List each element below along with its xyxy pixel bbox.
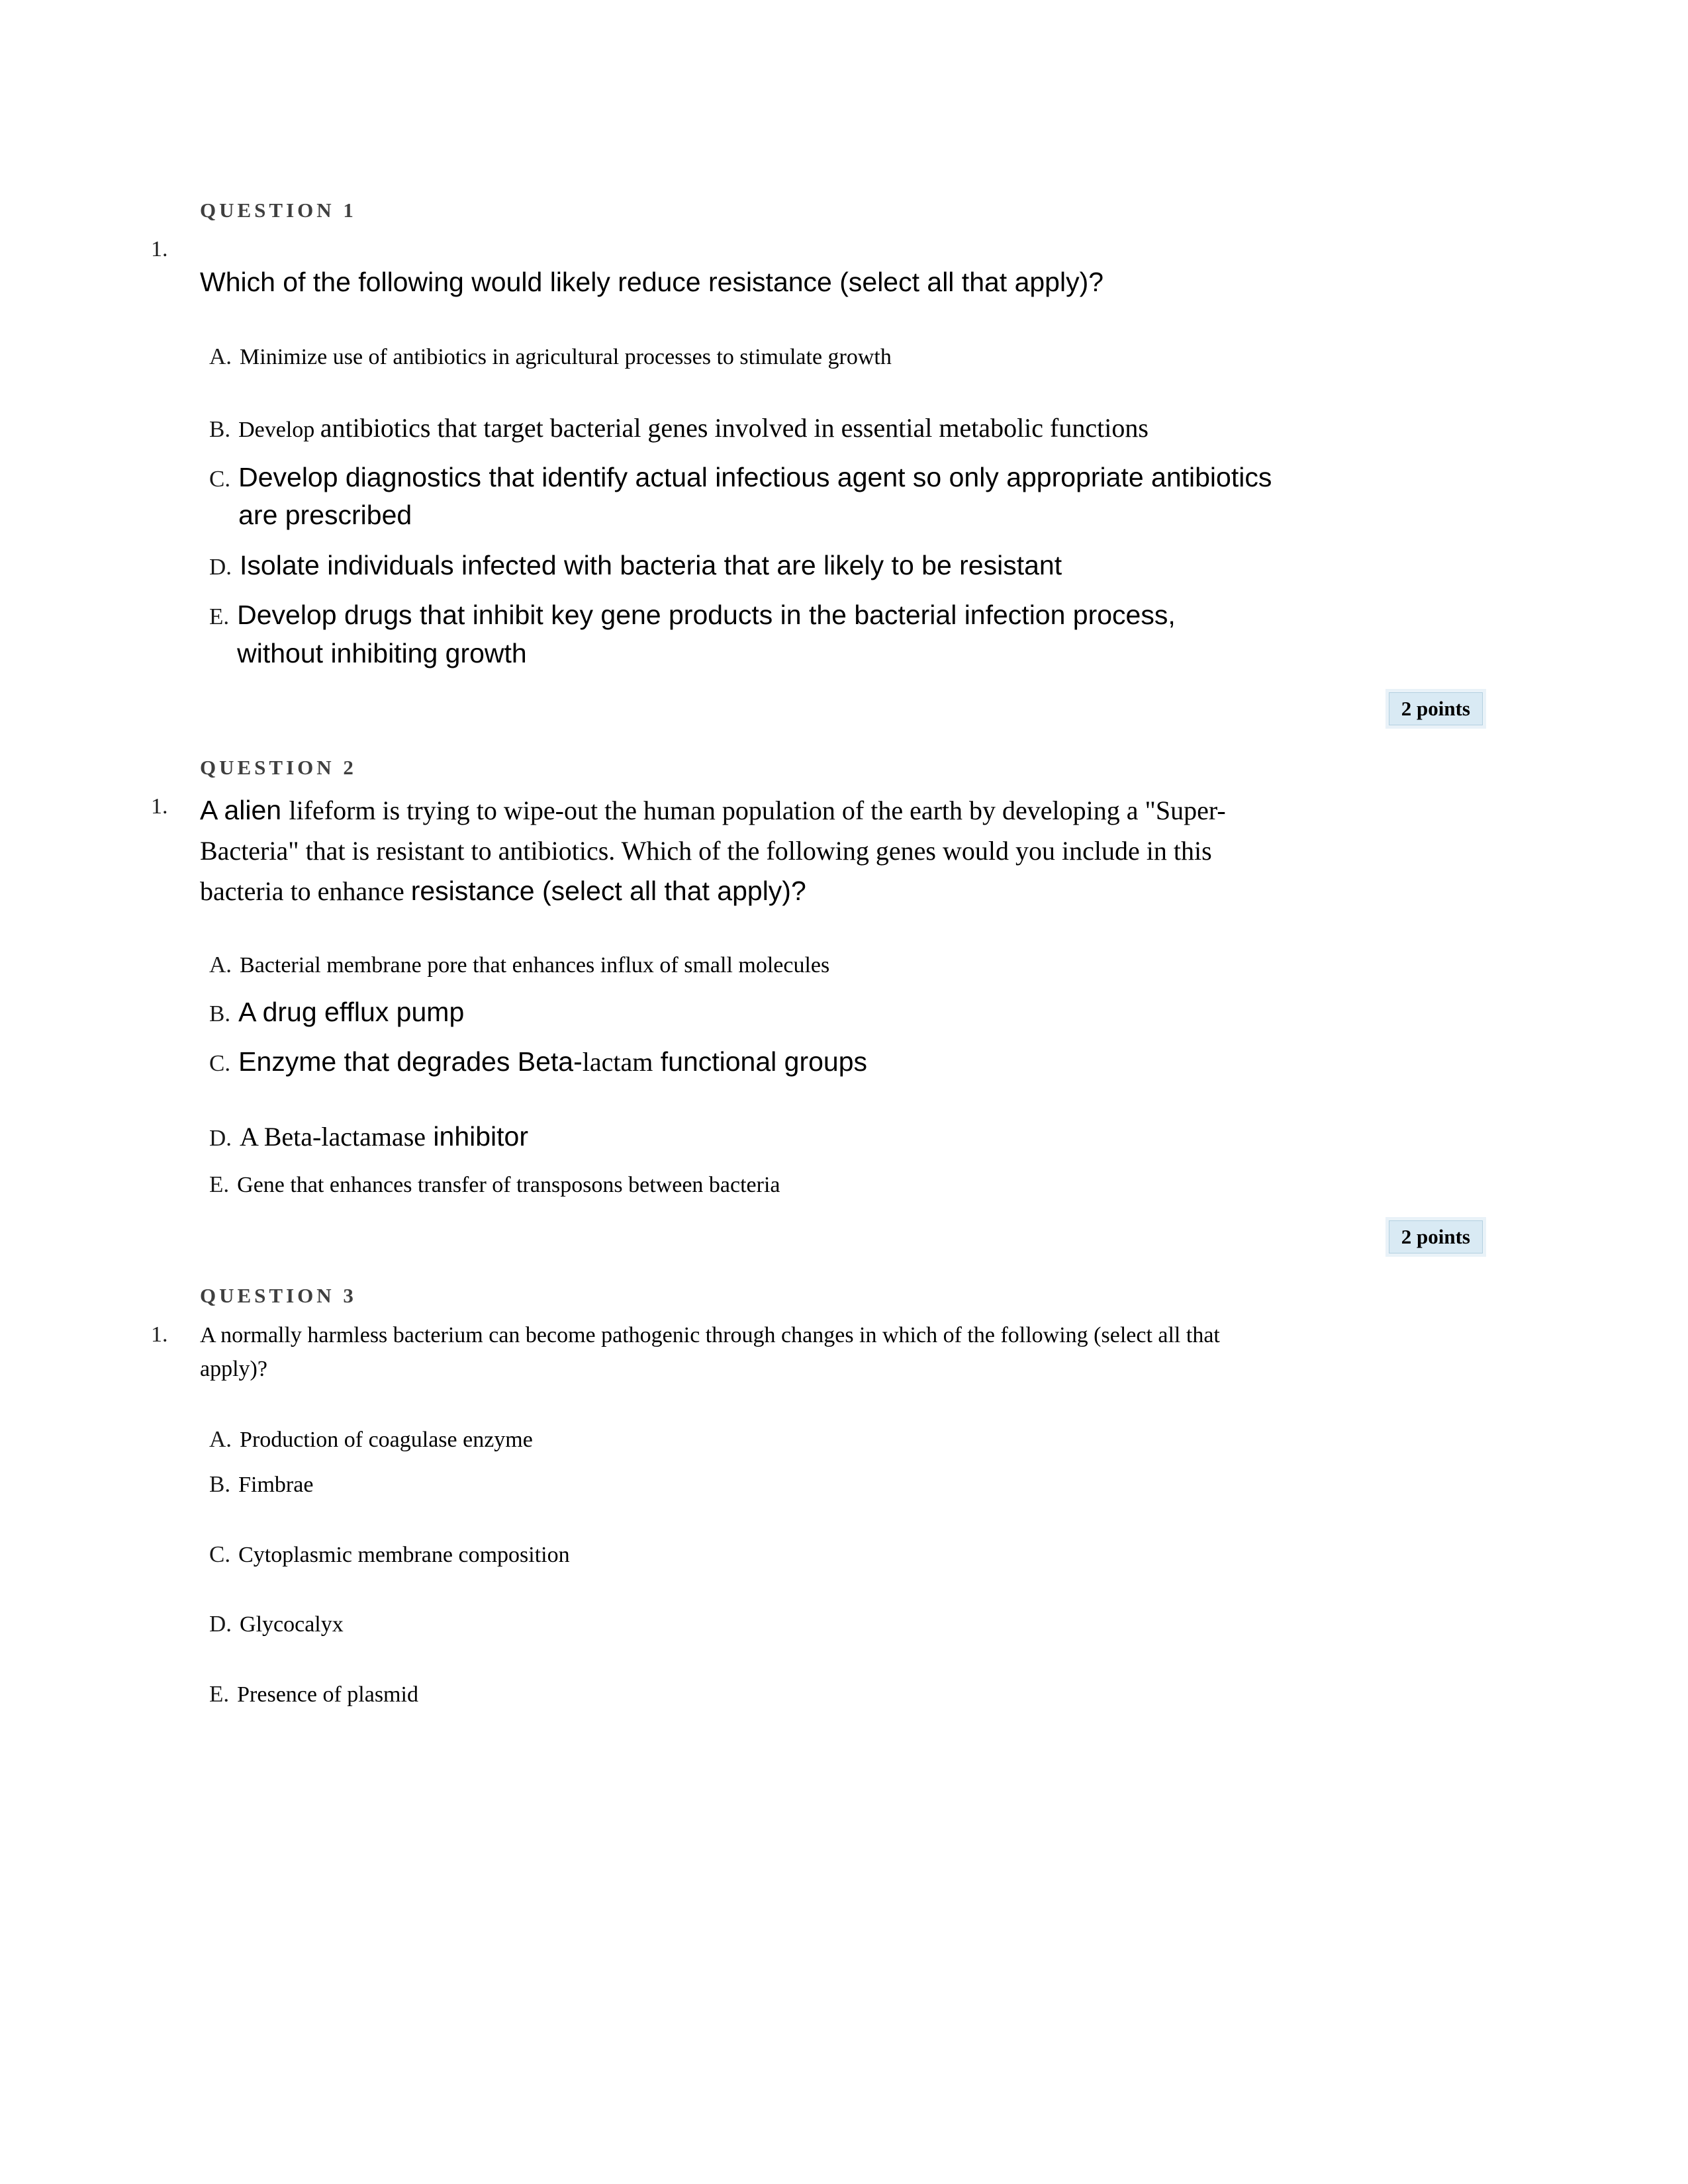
option-row	[209, 547, 1483, 584]
text-segment: Presence of plasmid	[237, 1682, 418, 1707]
text-segment: A Beta-lactamase	[240, 1122, 426, 1152]
option-label: C.	[209, 466, 231, 492]
text-segment: resistance (select all that apply)?	[410, 875, 806, 906]
option-row	[209, 410, 1483, 447]
option-label: A.	[209, 1426, 232, 1453]
option-text	[237, 1169, 1483, 1201]
option-row	[209, 459, 1483, 535]
text-segment: A alien	[200, 795, 289, 826]
option-text	[238, 410, 1483, 447]
question-3	[151, 1284, 1688, 1710]
text-segment: Bacteria" that is resistant to antibiotics. Which of the following genes would you include in this	[200, 835, 1212, 866]
option-row	[209, 1168, 1483, 1201]
text-segment: Glycocalyx	[240, 1612, 344, 1637]
question-header: QUESTION 1	[200, 199, 357, 222]
options-list	[209, 340, 1483, 673]
question-prompt	[200, 1318, 1483, 1386]
text-segment: A drug efflux pump	[238, 996, 465, 1027]
option-label: D.	[209, 553, 232, 580]
text-segment: Enzyme that degrades Beta-	[238, 1046, 583, 1077]
option-text	[238, 993, 1483, 1031]
option-row	[209, 1468, 1483, 1501]
option-label: B.	[209, 416, 231, 443]
option-label: A.	[209, 343, 232, 369]
question-1	[151, 199, 1688, 725]
option-text	[240, 341, 1483, 373]
question-header: QUESTION 3	[200, 1284, 357, 1308]
option-row	[209, 340, 1483, 373]
option-label: B.	[209, 1471, 231, 1497]
option-label: E.	[209, 1171, 230, 1197]
text-segment: Fimbrae	[238, 1473, 314, 1497]
text-segment: inhibitor	[426, 1121, 528, 1152]
option-row	[209, 948, 1483, 981]
option-row	[209, 1678, 1483, 1711]
text-segment: Develop diagnostics that identify actual infectious agent so only appropriate antibiotics	[238, 462, 1272, 493]
option-row	[209, 1608, 1483, 1641]
option-text	[238, 1469, 1483, 1501]
question-prompt	[200, 233, 1483, 303]
option-text	[240, 547, 1483, 584]
option-label: B.	[209, 1000, 231, 1026]
option-row	[209, 596, 1483, 672]
option-text	[240, 950, 1483, 981]
option-label: E.	[209, 1680, 230, 1707]
option-text	[237, 1679, 1483, 1711]
option-label: C.	[209, 1050, 231, 1077]
option-row	[209, 1423, 1483, 1456]
options-list	[209, 948, 1483, 1201]
text-segment: bacteria to enhance	[200, 876, 411, 906]
option-text	[240, 1424, 1483, 1456]
question-header: QUESTION 2	[200, 756, 357, 780]
text-segment: Isolate individuals infected with bacteria that are likely to be resistant	[240, 549, 1062, 580]
text-segment: Develop drugs that inhibit key gene products in the bacterial infection process,	[237, 600, 1176, 631]
text-segment: lactam	[582, 1047, 653, 1077]
option-label: C.	[209, 1541, 231, 1567]
option-text	[240, 1609, 1483, 1641]
option-text	[240, 1118, 1483, 1156]
text-segment: Develop	[238, 418, 320, 443]
option-row	[209, 1043, 1483, 1081]
question-number: 1.	[151, 237, 168, 261]
text-segment: Gene that enhances transfer of transposons between bacteria	[237, 1172, 780, 1197]
points-row	[200, 692, 1483, 725]
text-segment: apply)?	[200, 1357, 267, 1382]
option-text	[238, 1539, 1483, 1571]
text-segment: without inhibiting growth	[237, 637, 527, 668]
option-row	[209, 1118, 1483, 1156]
options-list	[209, 1423, 1483, 1710]
question-number: 1.	[151, 794, 168, 819]
question-prompt	[200, 790, 1483, 911]
text-segment: are prescribed	[238, 500, 412, 531]
text-segment: A normally harmless bacterium can become pathogenic through changes in which of the following (select all that	[200, 1323, 1220, 1348]
option-text	[237, 596, 1483, 672]
text-segment: functional groups	[653, 1046, 868, 1077]
question-2	[151, 756, 1688, 1253]
text-segment: antibiotics that target bacterial genes involved in essential metabolic functions	[320, 413, 1149, 443]
option-label: A.	[209, 952, 232, 978]
points-badge: 2 points	[1389, 692, 1483, 725]
option-text	[238, 459, 1483, 535]
option-label: E.	[209, 604, 230, 630]
option-label: D.	[209, 1125, 232, 1152]
text-segment: Minimize use of antibiotics in agricultural processes to stimulate growth	[240, 344, 892, 369]
option-label: D.	[209, 1611, 232, 1637]
text-segment: Cytoplasmic membrane composition	[238, 1542, 570, 1567]
text-segment: Bacterial membrane pore that enhances influx of small molecules	[240, 953, 830, 978]
points-badge: 2 points	[1389, 1220, 1483, 1253]
points-row	[200, 1220, 1483, 1253]
question-number: 1.	[151, 1322, 168, 1347]
text-segment: lifeform is trying to wipe-out the human population of the earth by developing a "Super-	[289, 796, 1226, 826]
option-text	[238, 1043, 1483, 1081]
text-segment: Which of the following would likely reduce resistance (select all that apply)?	[200, 267, 1104, 297]
text-segment: Production of coagulase enzyme	[240, 1428, 533, 1453]
option-row	[209, 1538, 1483, 1571]
option-row	[209, 993, 1483, 1031]
